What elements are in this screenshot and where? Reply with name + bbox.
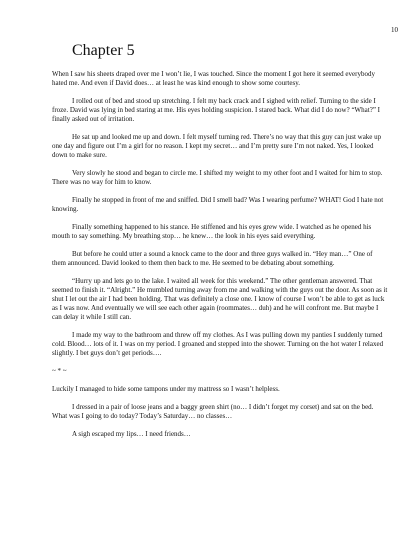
paragraph: But before he could utter a sound a knock came to the door and three guys walked in. “Hey man…” One of them announced. David looked to them then back to me. He seemed to be debating about something. [52, 250, 373, 267]
paragraph: I dressed in a pair of loose jeans and a baggy green shirt (no… I didn’t forget my corset) and sat on the bed. What was I going to do today? Today’s Saturday… no classes… [52, 403, 374, 420]
paragraph: Luckily I managed to hide some tampons under my mattress so I wasn’t helpless. [52, 385, 280, 393]
paragraph: A sigh escaped my lips… I need friends… [72, 430, 191, 438]
chapter-title: Chapter 5 [72, 42, 135, 59]
paragraph: Very slowly he stood and began to circle me. I shifted my weight to my other foot and I waited for him to stop. There was no way for him to know. [52, 169, 383, 186]
paragraph: ~ * ~ [52, 367, 67, 375]
chapter-body [52, 70, 388, 448]
paragraph: He sat up and looked me up and down. I felt myself turning red. There’s no way that this guy can just wake up one day and figure out I’m a girl for no reason. I kept my secret… and I’m pretty sure I’m not naked. Yes, I looked down to make sure. [52, 133, 382, 159]
paragraph: “Hurry up and lets go to the lake. I waited all week for this weekend.” The other gentleman answered. That seemed to finish it. “Alright.” He mumbled turning away from me and walking with the guys out the door. As soon as it shut I let out the air I had been holding. That was definitely a close one. I know of course I won’t be able to get as luck as I was now. And eventually we will see each other again (roommates… duh) and he will confront me. But maybe I can delay it while I still can. [52, 277, 388, 321]
paragraph: I made my way to the bathroom and threw off my clothes. As I was pulling down my panties I suddenly turned cold. Blood… lots of it. I was on my period. I groaned and stepped into the shower. Turning on the hot water I relaxed slightly. I bet guys don’t get periods…. [52, 331, 384, 357]
paragraph: Finally he stopped in front of me and sniffed. Did I smell bad? Was I wearing perfume? WHAT! God I hate not knowing. [52, 196, 384, 213]
paragraph: I rolled out of bed and stood up stretching. I felt my back crack and I sighed with relief. Turning to the side I froze. David was lying in bed staring at me. His eyes holding suspicion. I stared back. What did I do now? “What?” I finally asked out of irritation. [52, 97, 381, 123]
page-number: 10 [391, 26, 398, 34]
paragraph: Finally something happened to his stance. He stiffened and his eyes grew wide. I watched as he opened his mouth to say something. My breathing stop… he knew… the look in his eyes said everything. [52, 223, 372, 240]
paragraph: When I saw his sheets draped over me I won’t lie, I was touched. Since the moment I got here it seemed everybody hated me. And even if David does… at least he was kind enough to show some courtesy. [52, 70, 375, 87]
